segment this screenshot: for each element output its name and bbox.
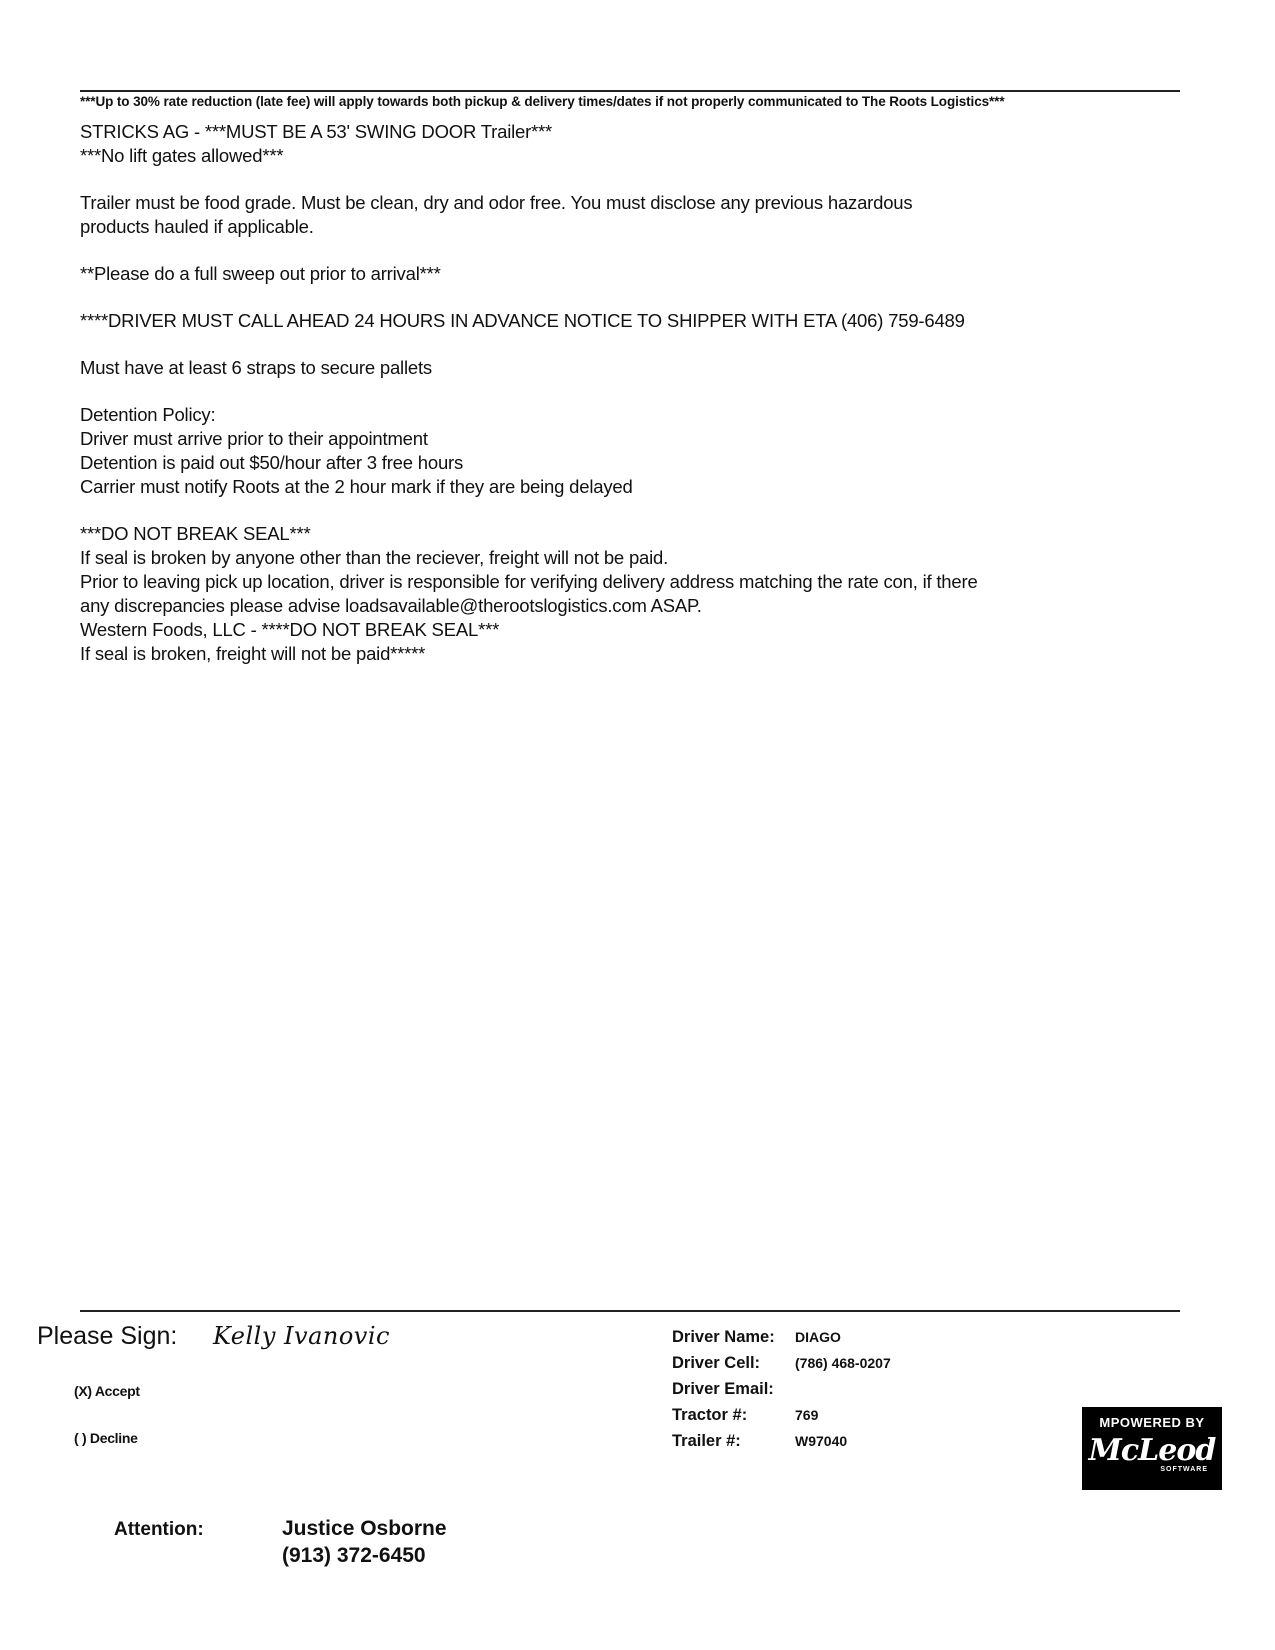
attention-phone: (913) 372-6450 (282, 1544, 426, 1567)
logo-powered-by: MPOWERED BY (1099, 1415, 1205, 1430)
signature: Kelly Ivanovic (213, 1322, 390, 1350)
late-fee-notice: ***Up to 30% rate reduction (late fee) will apply towards both pickup & delivery times/dates if not properly communicated to The Roots Logistics*** (80, 94, 1005, 109)
instruction-line: Prior to leaving pick up location, driver is responsible for verifying delivery address matching the rate con, if there (80, 571, 978, 592)
please-sign-label: Please Sign: (37, 1322, 178, 1350)
top-divider (80, 90, 1180, 92)
tractor-label: Tractor #: (672, 1406, 748, 1424)
logo-brand: McLeod (1088, 1433, 1216, 1468)
accept-option[interactable]: (X) Accept (74, 1383, 140, 1399)
driver-name-label: Driver Name: (672, 1328, 775, 1346)
instruction-line: STRICKS AG - ***MUST BE A 53' SWING DOOR Trailer*** (80, 121, 553, 142)
driver-name-value: DIAGO (795, 1329, 841, 1345)
decline-option[interactable]: ( ) Decline (74, 1430, 138, 1446)
instruction-line: Western Foods, LLC - ****DO NOT BREAK SEAL*** (80, 619, 500, 640)
instruction-line: Driver must arrive prior to their appointment (80, 428, 428, 449)
driver-cell-label: Driver Cell: (672, 1354, 761, 1372)
instruction-line: Carrier must notify Roots at the 2 hour mark if they are being delayed (80, 476, 633, 497)
trailer-label: Trailer #: (672, 1432, 741, 1450)
instruction-line: If seal is broken, freight will not be paid***** (80, 643, 426, 664)
attention-label: Attention: (114, 1519, 204, 1540)
instruction-line: ***No lift gates allowed*** (80, 145, 284, 166)
instruction-line: any discrepancies please advise loadsavailable@therootslogistics.com ASAP. (80, 595, 702, 616)
tractor-value: 769 (795, 1407, 819, 1423)
instruction-line: Must have at least 6 straps to secure pallets (80, 357, 432, 378)
instruction-line: Trailer must be food grade. Must be clean, dry and odor free. You must disclose any previous hazardous (80, 192, 913, 213)
logo-software: SOFTWARE (1160, 1466, 1208, 1473)
special-instructions (80, 120, 1200, 666)
instruction-line: Detention is paid out $50/hour after 3 free hours (80, 452, 464, 473)
instruction-line: ***DO NOT BREAK SEAL*** (80, 523, 311, 544)
driver-cell-value: (786) 468-0207 (795, 1355, 891, 1371)
instruction-line: **Please do a full sweep out prior to arrival*** (80, 263, 441, 284)
attention-name: Justice Osborne (282, 1517, 447, 1540)
driver-email-label: Driver Email: (672, 1380, 774, 1398)
detention-policy-heading: Detention Policy: (80, 404, 216, 425)
mcleod-logo (1082, 1407, 1222, 1490)
instruction-line: products hauled if applicable. (80, 216, 314, 237)
signature-divider (80, 1310, 1180, 1312)
instruction-line: If seal is broken by anyone other than the reciever, freight will not be paid. (80, 547, 669, 568)
instruction-line: ****DRIVER MUST CALL AHEAD 24 HOURS IN ADVANCE NOTICE TO SHIPPER WITH ETA (406) 759-6489 (80, 310, 965, 331)
trailer-value: W97040 (795, 1433, 848, 1449)
